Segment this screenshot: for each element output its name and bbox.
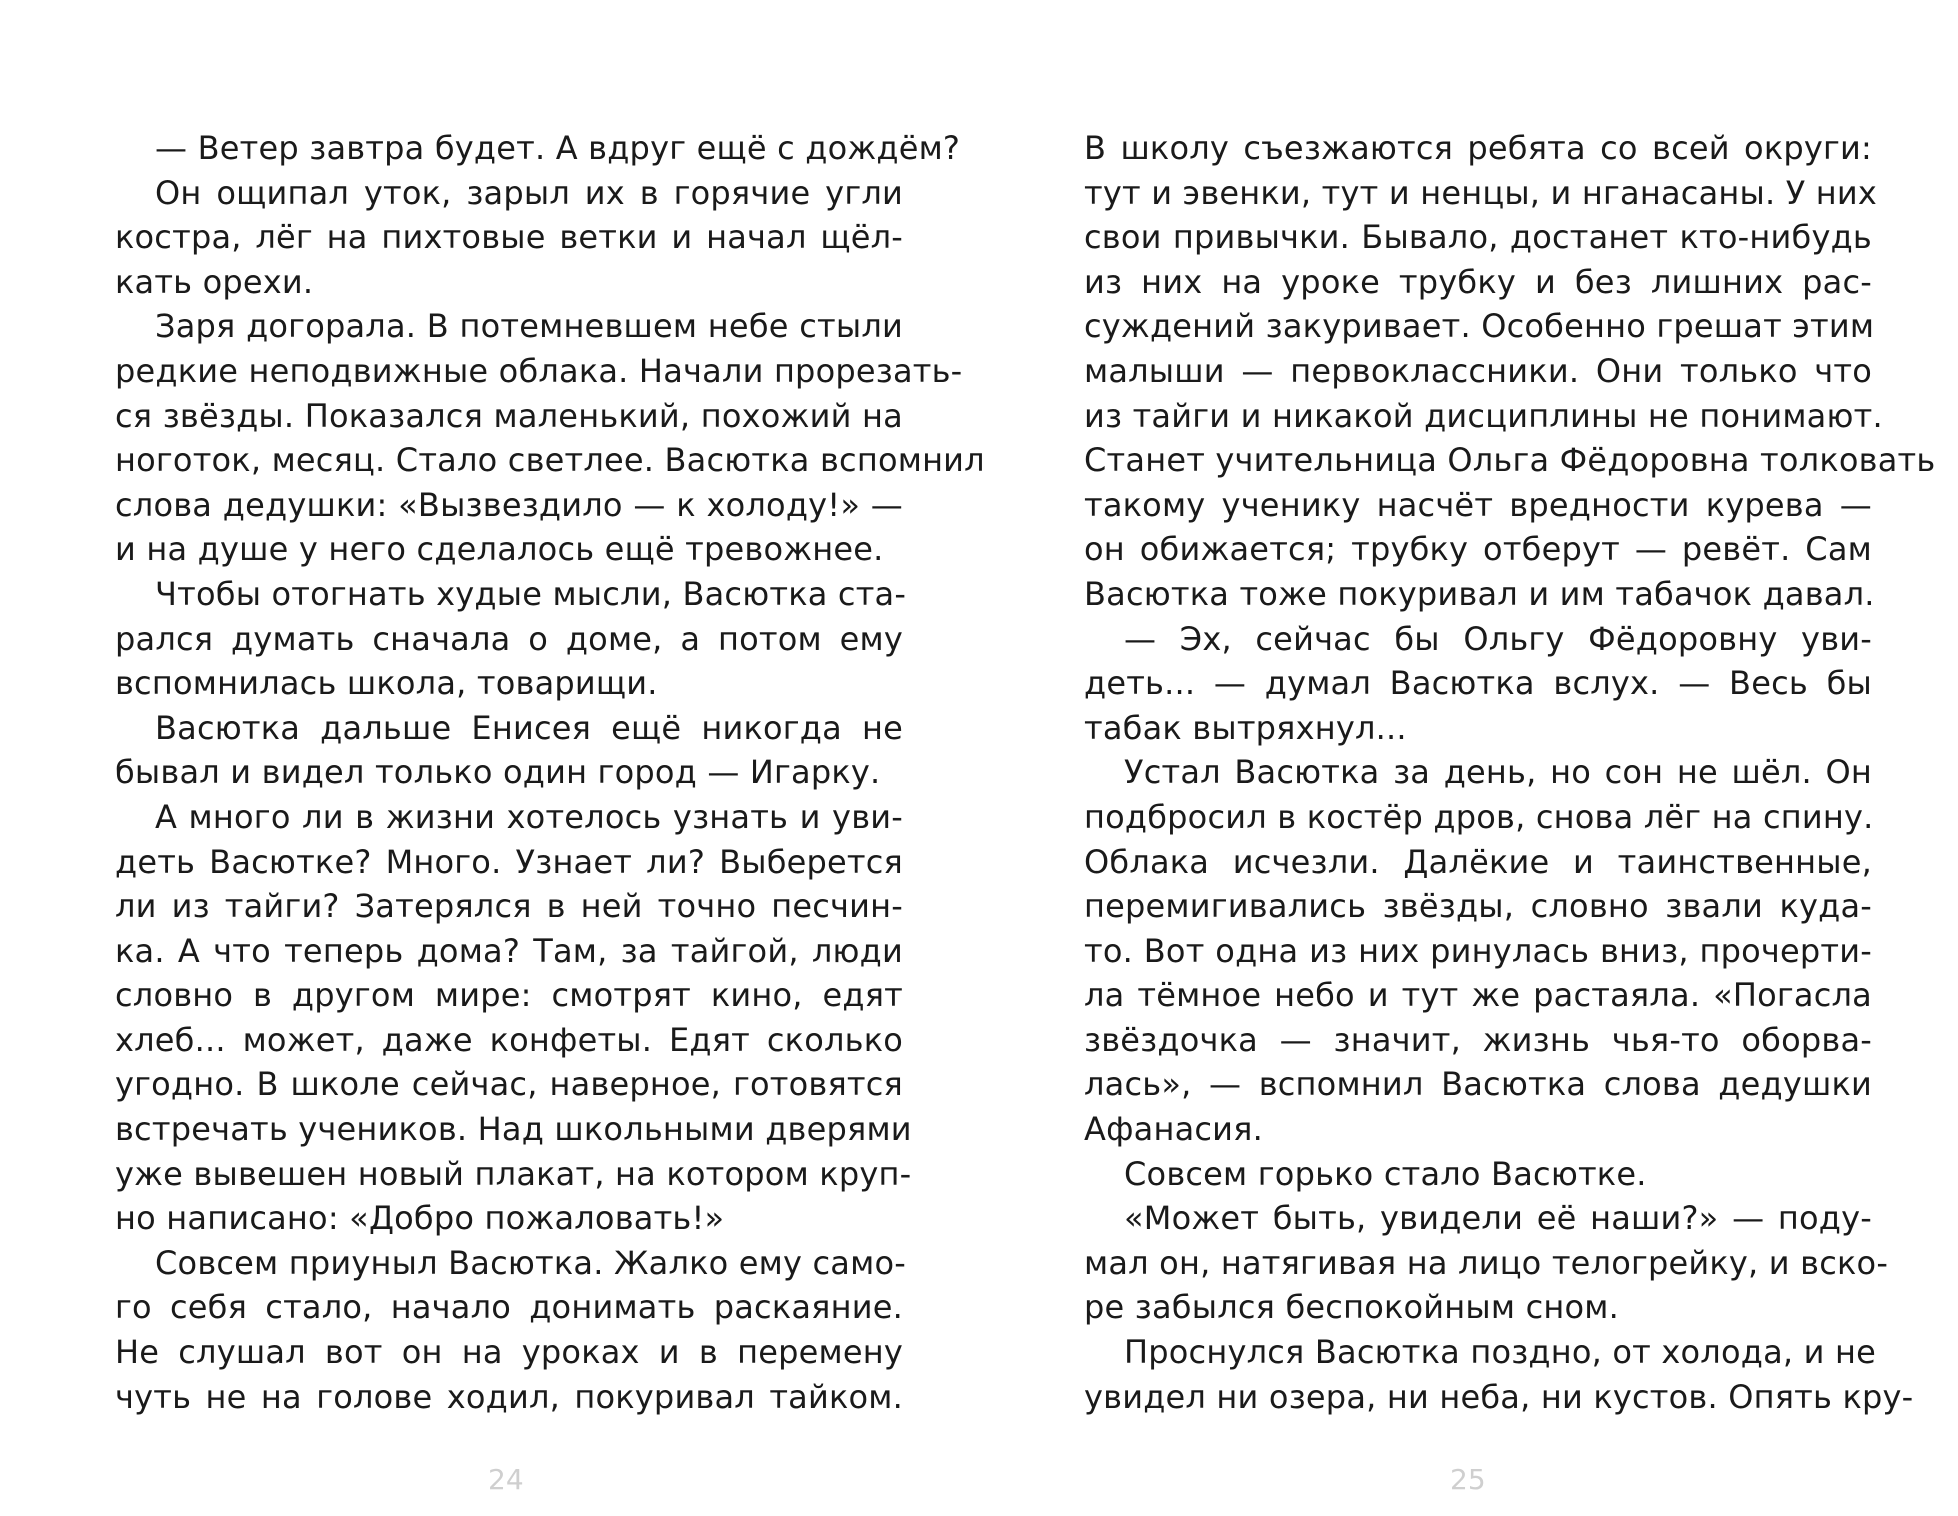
left-page-text	[115, 126, 985, 1419]
text-line: но написано: «Добро пожаловать!»	[115, 1199, 725, 1238]
text-line: ка. А что теперь дома? Там, за тайгой, люди	[115, 931, 903, 970]
text-line: хлеб... может, даже конфеты. Едят сколько	[115, 1020, 903, 1059]
text-line: перемигивались звёзды, словно звали куда-	[1084, 887, 1872, 926]
text-line: и на душе у него сделалось ещё тревожнее.	[115, 530, 884, 569]
text-line: Совсем горько стало Васютке.	[1124, 1154, 1647, 1193]
text-line: тут и эвенки, тут и ненцы, и нганасаны. У них	[1084, 173, 1878, 212]
text-line: го себя стало, начало донимать раскаяние.	[115, 1288, 903, 1327]
text-line: костра, лёг на пихтовые ветки и начал щёл-	[115, 218, 903, 257]
text-line: деть... — думал Васютка вслух. — Весь бы	[1084, 664, 1872, 703]
text-line: то. Вот одна из них ринулась вниз, прочерти-	[1084, 931, 1872, 970]
text-line: ли из тайги? Затерялся в ней точно песчин-	[115, 887, 903, 926]
text-line: звёздочка — значит, жизнь чья-то оборва-	[1084, 1020, 1872, 1059]
text-line: малыши — первоклассники. Они только что	[1084, 351, 1872, 390]
text-line: он обижается; трубку отберут — ревёт. Сам	[1084, 530, 1872, 569]
text-line: кать орехи.	[115, 262, 314, 301]
text-line: мал он, натягивая на лицо телогрейку, и вско-	[1084, 1243, 1889, 1282]
text-line: такому ученику насчёт вредности курева —	[1084, 485, 1872, 524]
text-line: увидел ни озера, ни неба, ни кустов. Опять кру-	[1084, 1377, 1914, 1416]
page-number-right: 25	[1450, 1463, 1486, 1496]
text-line: Васютка дальше Енисея ещё никогда не	[155, 708, 903, 747]
text-line: табак вытряхнул...	[1084, 708, 1407, 747]
text-line: лась», — вспомнил Васютка слова дедушки	[1084, 1065, 1872, 1104]
text-line: Облака исчезли. Далёкие и таинственные,	[1084, 842, 1872, 881]
text-line: угодно. В школе сейчас, наверное, готовятся	[115, 1065, 903, 1104]
text-line: суждений закуривает. Особенно грешат этим	[1084, 307, 1875, 346]
text-line: Проснулся Васютка поздно, от холода, и не	[1124, 1333, 1876, 1372]
text-line: Васютка тоже покуривал и им табачок давал.	[1084, 574, 1875, 613]
text-line: из них на уроке трубку и без лишних рас-	[1084, 262, 1872, 301]
text-line: Афанасия.	[1084, 1110, 1264, 1149]
page-number-left: 24	[488, 1463, 524, 1496]
text-line: ре забылся беспокойным сном.	[1084, 1288, 1619, 1327]
text-line: словно в другом мире: смотрят кино, едят	[115, 976, 903, 1015]
text-line: редкие неподвижные облака. Начали прорезать-	[115, 351, 963, 390]
text-line: деть Васютке? Много. Узнает ли? Выберется	[115, 842, 903, 881]
text-line: Чтобы отогнать худые мысли, Васютка ста-	[155, 574, 907, 613]
text-line: Совсем приуныл Васютка. Жалко ему само-	[155, 1243, 906, 1282]
text-line: Он ощипал уток, зарыл их в горячие угли	[155, 173, 903, 212]
text-line: вспомнилась школа, товарищи.	[115, 664, 658, 703]
text-line: Устал Васютка за день, но сон не шёл. Он	[1124, 753, 1872, 792]
text-line: «Может быть, увидели её наши?» — поду-	[1124, 1199, 1872, 1238]
text-line: В школу съезжаются ребята со всей округи:	[1084, 129, 1872, 167]
text-line: рался думать сначала о доме, а потом ему	[115, 619, 903, 658]
text-line: ла тёмное небо и тут же растаяла. «Погасла	[1084, 976, 1872, 1015]
text-line: А много ли в жизни хотелось узнать и уви-	[155, 797, 903, 836]
text-line: встречать учеников. Над школьными дверями	[115, 1110, 912, 1149]
text-line: из тайги и никакой дисциплины не понимают.	[1084, 396, 1883, 435]
text-line: Не слушал вот он на уроках и в перемену	[115, 1333, 903, 1372]
text-line: ся звёзды. Показался маленький, похожий на	[115, 396, 903, 435]
text-line: ноготок, месяц. Стало светлее. Васютка вспомнил	[115, 441, 985, 480]
text-line: бывал и видел только один город — Игарку.	[115, 753, 881, 792]
text-line: — Ветер завтра будет. А вдруг ещё с дождём?	[155, 129, 961, 167]
text-line: — Эх, сейчас бы Ольгу Фёдоровну уви-	[1124, 619, 1872, 658]
text-line: уже вывешен новый плакат, на котором круп-	[115, 1154, 912, 1193]
text-line: Заря догорала. В потемневшем небе стыли	[155, 307, 903, 346]
text-line: Станет учительница Ольга Фёдоровна толковать	[1084, 441, 1936, 480]
text-line: чуть не на голове ходил, покуривал тайком.	[115, 1377, 903, 1416]
text-line: свои привычки. Бывало, достанет кто-нибудь	[1084, 218, 1872, 257]
right-page-text	[1084, 126, 1936, 1419]
text-line: подбросил в костёр дров, снова лёг на спину.	[1084, 797, 1874, 836]
text-line: слова дедушки: «Вызвездило — к холоду!» —	[115, 485, 903, 524]
